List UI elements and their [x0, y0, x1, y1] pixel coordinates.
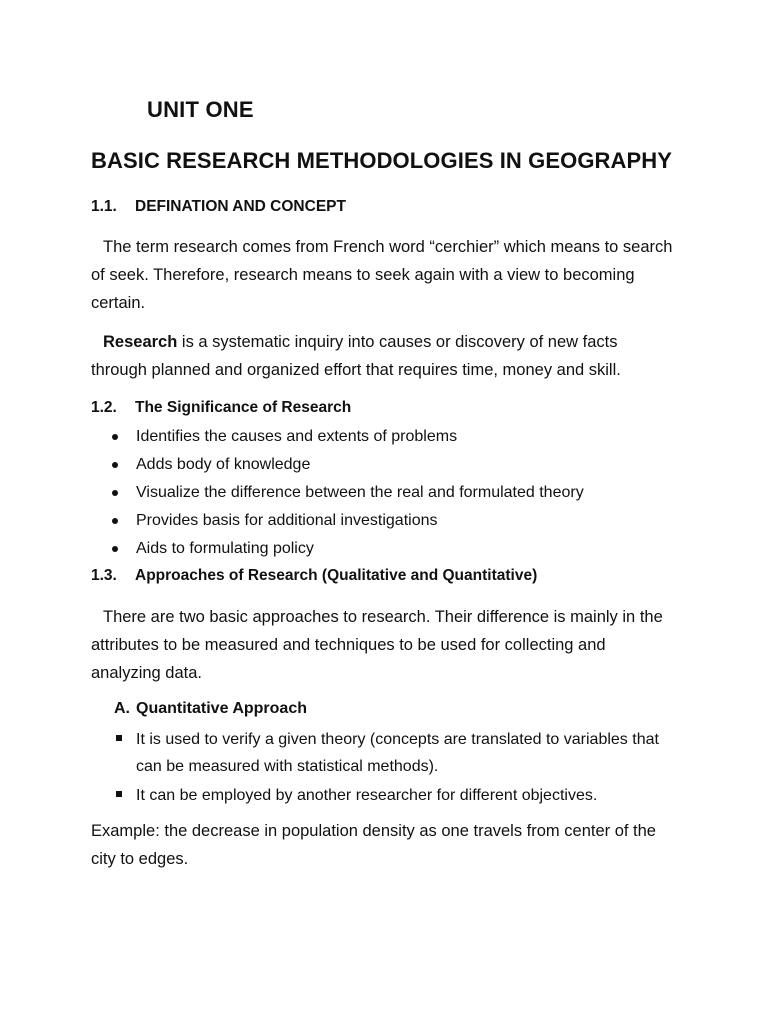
section-title: DEFINATION AND CONCEPT — [135, 198, 346, 215]
list-item-text: It can be employed by another researcher for different objectives. — [136, 787, 598, 804]
list-item-text: Adds body of knowledge — [136, 456, 311, 473]
square-bullet-icon — [116, 735, 122, 741]
list-item-text: Identifies the causes and extents of problems — [136, 428, 458, 445]
bullet-icon — [112, 462, 118, 468]
subsection-letter: A. — [114, 700, 130, 717]
square-bullet-icon — [116, 791, 122, 797]
section-heading-1-1 — [91, 198, 346, 216]
subsection-heading-quantitative — [114, 700, 307, 718]
list-item-text: Provides basis for additional investigations — [136, 512, 438, 529]
significance-list — [91, 423, 584, 563]
list-item — [91, 451, 584, 479]
example-paragraph: Example: the decrease in population density as one travels from center of the city to edges. — [91, 822, 656, 868]
list-item-text: It is used to verify a given theory (concepts are translated to variables that can be measured with statistical methods). — [136, 731, 659, 775]
main-title: BASIC RESEARCH METHODOLOGIES IN GEOGRAPHY — [91, 148, 673, 173]
list-item — [91, 423, 584, 451]
approaches-paragraph: There are two basic approaches to research. Their difference is mainly in the attributes to be measured and techniques to be used for collecting and analyzing data. — [91, 608, 663, 682]
section-heading-1-2 — [91, 399, 351, 417]
section-number: 1.3. — [91, 567, 117, 584]
list-item-text: Visualize the difference between the real and formulated theory — [136, 484, 584, 501]
bullet-icon — [112, 518, 118, 524]
research-definition-text: is a systematic inquiry into causes or discovery of new facts through planned and organized effort that requires time, money and skill. — [91, 333, 621, 379]
subsection-title: Quantitative Approach — [136, 700, 307, 717]
research-definition-paragraph — [91, 328, 676, 384]
section-title: Approaches of Research (Qualitative and Quantitative) — [135, 567, 538, 584]
list-item — [91, 535, 584, 563]
research-term: Research — [103, 333, 178, 351]
list-item — [91, 507, 584, 535]
list-item — [114, 726, 674, 780]
unit-title: UNIT ONE — [147, 97, 254, 122]
quantitative-list — [114, 726, 674, 811]
bullet-icon — [112, 434, 118, 440]
section-number: 1.1. — [91, 198, 117, 215]
bullet-icon — [112, 490, 118, 496]
section-heading-1-3 — [91, 567, 537, 585]
list-item — [91, 479, 584, 507]
list-item — [114, 782, 674, 809]
section-title: The Significance of Research — [135, 399, 352, 416]
list-item-text: Aids to formulating policy — [136, 540, 314, 557]
bullet-icon — [112, 546, 118, 552]
section-number: 1.2. — [91, 399, 117, 416]
definition-paragraph: The term research comes from French word “cerchier” which means to search of seek. Therefore, research means to seek again with a view to becoming certain. — [91, 238, 673, 312]
